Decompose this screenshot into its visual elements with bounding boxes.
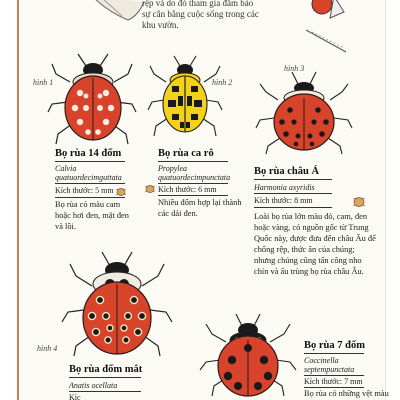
intro-text: rệp và do đó tham gia đắm bảo sự cân bằng cuộc sống trong các khu vườn. — [142, 0, 259, 30]
divider — [158, 195, 228, 196]
size-text: Kích thước: 7 mm — [304, 377, 363, 386]
size-icon-beetle — [115, 186, 127, 196]
ladybug-14-spot-illustration — [48, 48, 138, 146]
scientific-name: Calvia — [55, 164, 77, 173]
top-right-illustration — [300, 0, 360, 54]
scientific-name-line-2: quatuordecimguttata — [55, 173, 122, 182]
divider — [304, 375, 364, 376]
size-icon-beetle — [352, 195, 366, 207]
scientific-name: Propylea — [158, 164, 188, 173]
size-text: Kích thước: 8 mm — [254, 196, 313, 205]
scientific-name: Coccinella — [304, 356, 339, 365]
divider — [55, 197, 125, 198]
species-description: Loài bọ rùa lớn màu đỏ, cam, đen hoặc vàng, có nguồn gốc từ Trung Quốc này, được đưa đến châu Âu để chống rệp, thức ăn của chúng; nhưng chúng cũng tấn công nho chín và ấu trùng bọ rùa châu Âu. — [254, 212, 376, 276]
divider — [254, 193, 332, 194]
scientific-name-line-2: quatuordecimpunctata — [158, 173, 231, 182]
species-name-checkered: Bọ rùa ca rô — [158, 148, 214, 159]
top-left-illustration — [88, 0, 148, 22]
divider — [158, 183, 228, 184]
scientific-name: Harmonia axyridis — [254, 183, 315, 192]
divider — [69, 391, 141, 392]
species-name-asian: Bọ rùa châu Á — [254, 166, 320, 177]
size-text: Kích thước: 6 mm — [158, 185, 217, 194]
ladybug-asian-illustration — [256, 68, 352, 156]
species-name-14-spot: Bọ rùa 14 đốm — [55, 148, 122, 159]
divider — [254, 207, 332, 208]
size-icon-beetle — [144, 183, 156, 193]
divider — [304, 353, 364, 354]
divider — [158, 161, 228, 162]
ladybug-7-spot-illustration — [200, 312, 296, 398]
divider — [55, 183, 125, 184]
figure-label: hình 1 — [33, 78, 54, 87]
scientific-name: Anatis ocellata — [69, 381, 118, 390]
size-text: Kích thước: 5 mm — [55, 186, 114, 195]
species-description: Bọ rùa có màu cam hoặc hơi đen, mặt đen và lồi. — [55, 200, 129, 231]
page-margin-line — [17, 0, 19, 400]
page-gutter — [0, 0, 16, 400]
divider — [69, 377, 141, 378]
species-name-7-spot: Bọ rùa 7 đốm — [304, 340, 365, 351]
species-description: Bọ rùa có những vệt màu — [304, 389, 389, 398]
figure-label: hình 3 — [284, 64, 305, 73]
ladybug-checkered-illustration — [148, 52, 222, 142]
divider — [254, 179, 332, 180]
ladybug-eyed-illustration — [62, 246, 172, 358]
page-edge — [385, 0, 400, 400]
scientific-name-line-2: septempunctata — [304, 365, 355, 374]
species-description: Nhiều đốm hợp lại thành các dải đen. — [158, 198, 242, 218]
figure-label: hình 2 — [212, 78, 233, 87]
size-text: Kíc — [69, 393, 81, 400]
species-name-eyed: Bọ rùa đốm mắt — [69, 364, 143, 375]
divider — [55, 161, 125, 162]
figure-label: hình 4 — [37, 344, 58, 353]
